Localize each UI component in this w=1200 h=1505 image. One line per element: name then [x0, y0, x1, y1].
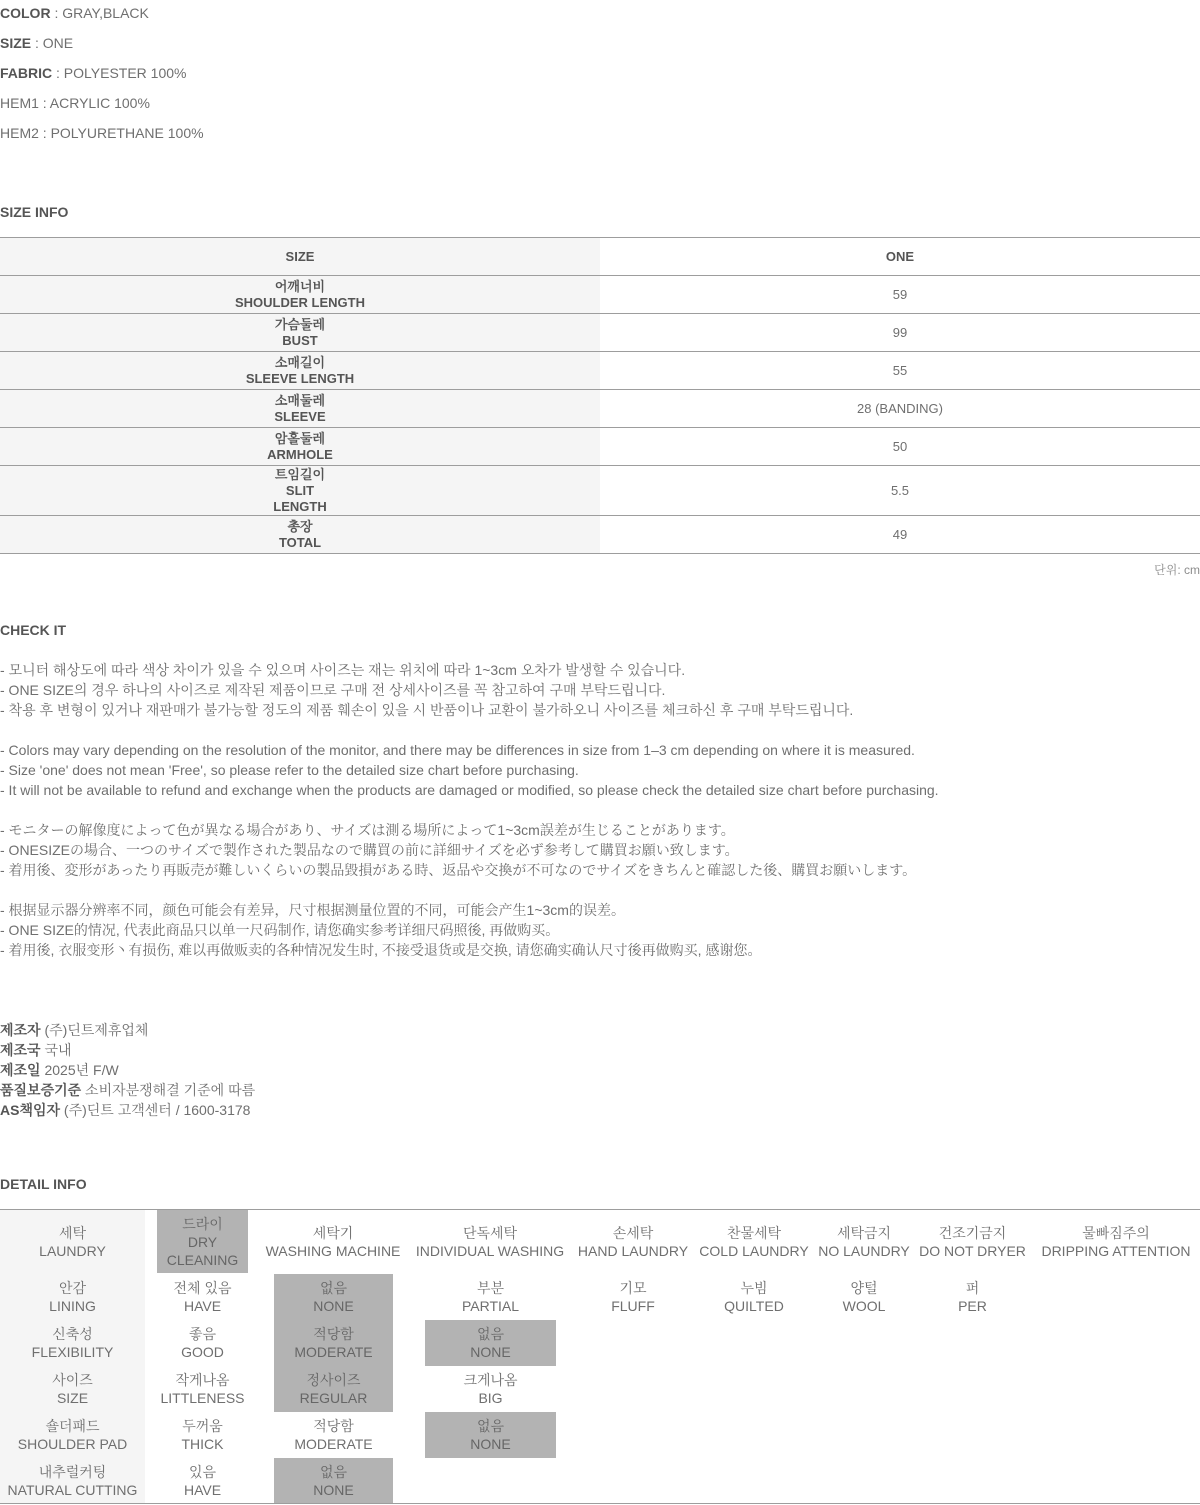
maker-date: 제조일 2025년 F/W [0, 1062, 119, 1078]
table-row [0, 466, 1200, 516]
laundry-option-dripping-attention: 물빠짐주의 DRIPPING ATTENTION [1041, 1224, 1191, 1259]
laundry-option-dry-cleaning: 드라이 DRY CLEANING [157, 1210, 248, 1273]
size-table-header [0, 238, 1200, 276]
laundry-option-no-laundry: 세탁금지 NO LAUNDRY [818, 1224, 910, 1259]
maker-as: AS책임자 (주)딘트 고객센터 / 1600-3178 [0, 1102, 251, 1118]
size-table-header-label: SIZE [0, 238, 600, 276]
size-table-header-value: ONE [600, 238, 1200, 276]
table-row [0, 428, 1200, 466]
note-line: - ONE SIZE의 경우 하나의 사이즈로 제작된 제품이므로 구매 전 상세사이즈를 꼭 참고하여 구매 부탁드립니다. [0, 682, 666, 698]
laundry-option-do-not-dryer: 건조기금지 DO NOT DRYER [919, 1224, 1026, 1259]
detail-row-label-flexibility: 신축성 FLEXIBILITY [31, 1326, 114, 1360]
detail-row-label-shoulder-pad: 숄더패드 SHOULDER PAD [17, 1418, 128, 1452]
size-row-label: 소매길이 SLEEVE LENGTH [0, 352, 600, 390]
size-row-label: 암홀둘레 ARMHOLE [0, 428, 600, 466]
spec-color: COLOR : GRAY,BLACK [0, 5, 149, 21]
detail-row-label-size: 사이즈 SIZE [52, 1372, 93, 1406]
table-row [0, 516, 1200, 554]
note-line: - It will not be available to refund and exchange when the products are damaged or modified, so please check the detailed size chart before purchasing. [0, 782, 939, 798]
maker-manufacturer: 제조자 (주)딘트제휴업체 [0, 1022, 149, 1038]
table-row [0, 390, 1200, 428]
size-row-value: 28 (BANDING) [600, 390, 1200, 428]
spec-fabric: FABRIC : POLYESTER 100% [0, 65, 187, 81]
spec-size: SIZE : ONE [0, 35, 74, 51]
size-row-value: 49 [600, 516, 1200, 554]
detail-row-label-laundry: 세탁 LAUNDRY [39, 1224, 106, 1259]
maker-info [0, 1022, 255, 1122]
divider [0, 1503, 1200, 1504]
note-line: - Size 'one' does not mean 'Free', so please refer to the detailed size chart before purchasing. [0, 762, 579, 778]
product-spec [0, 6, 204, 156]
spec-hem2: HEM2 : POLYURETHANE 100% [0, 125, 204, 141]
table-row [0, 314, 1200, 352]
size-info-heading: SIZE INFO [0, 204, 69, 220]
size-row-label: 어깨너비 SHOULDER LENGTH [0, 276, 600, 314]
table-row [0, 352, 1200, 390]
size-row-value: 55 [600, 352, 1200, 390]
size-option-regular: 정사이즈 REGULAR [274, 1366, 393, 1412]
lining-option-have: 전체 있음 HAVE [173, 1280, 232, 1314]
size-option-littleness: 작게나옴 LITTLENESS [160, 1372, 245, 1406]
size-row-label: 총장 TOTAL [0, 516, 600, 554]
size-option-big: 크게나옴 BIG [463, 1372, 518, 1406]
maker-country: 제조국 국내 [0, 1042, 72, 1058]
detail-info-heading: DETAIL INFO [0, 1176, 87, 1192]
spec-hem1: HEM1 : ACRYLIC 100% [0, 95, 150, 111]
flexibility-option-none: 없음 NONE [425, 1320, 556, 1366]
size-table [0, 237, 1200, 554]
shoulder-pad-option-none: 없음 NONE [425, 1412, 556, 1458]
note-line: - 着用後, 衣服变形丶有损伤, 难以再做贩卖的各种情况发生时, 不接受退货或是交换, 请您确实确认尺寸後再做购买, 感谢您。 [0, 942, 762, 958]
lining-option-fluff: 기모 FLUFF [611, 1280, 655, 1314]
note-line: - モニターの解像度によって色が異なる場合があり、サイズは測る場所によって1~3cm誤差が生じることがあります。 [0, 822, 735, 838]
note-line: - ONESIZEの場合、一つのサイズで製作された製品なので購買の前に詳細サイズを必ず参考して購買お願い致します。 [0, 842, 739, 858]
note-line: - 着用後、変形があったり再販売が難しいくらいの製品毀損がある時、返品や交換が不可なのでサイズをきちんと確認した後、購買お願いします。 [0, 862, 917, 878]
size-row-label: 트임길이 SLIT LENGTH [0, 466, 600, 516]
note-line: - ONE SIZE的情况, 代表此商品只以单一尺码制作, 请您确实参考详细尺码照後, 再做购买。 [0, 922, 560, 938]
size-row-value: 59 [600, 276, 1200, 314]
size-row-label: 소매둘레 SLEEVE [0, 390, 600, 428]
table-row [0, 276, 1200, 314]
lining-option-wool: 양털 WOOL [842, 1280, 886, 1314]
lining-option-none: 없음 NONE [274, 1274, 393, 1320]
size-row-value: 5.5 [600, 466, 1200, 516]
note-line: - 根据显示器分辨率不同，颜色可能会有差异，尺寸根据测量位置的不同，可能会产生1~3cm的误差。 [0, 902, 625, 918]
flexibility-option-good: 좋음 GOOD [181, 1326, 224, 1360]
note-line: - Colors may vary depending on the resolution of the monitor, and there may be differences in size from 1–3 cm depending on where it is measured. [0, 742, 915, 758]
flexibility-option-moderate: 적당함 MODERATE [274, 1320, 393, 1366]
lining-option-partial: 부분 PARTIAL [461, 1280, 520, 1314]
natural-cutting-option-have: 있음 HAVE [183, 1463, 222, 1498]
maker-warranty: 품질보증기준 소비자분쟁해결 기준에 따름 [0, 1082, 256, 1098]
detail-row-label-natural-cutting: 내추럴커팅 NATURAL CUTTING [7, 1463, 138, 1498]
check-it-heading: CHECK IT [0, 622, 67, 638]
unit-label: 단위: cm [1154, 563, 1200, 577]
size-row-value: 99 [600, 314, 1200, 352]
size-row-label: 가슴둘레 BUST [0, 314, 600, 352]
note-line: - 착용 후 변형이 있거나 재판매가 불가능할 정도의 제품 훼손이 있을 시 반품이나 교환이 불가하오니 사이즈를 체크하신 후 구매 부탁드립니다. [0, 702, 854, 718]
lining-option-per: 퍼 PER [958, 1280, 987, 1314]
size-row-value: 50 [600, 428, 1200, 466]
detail-row-label-lining: 안감 LINING [49, 1280, 96, 1314]
natural-cutting-option-none: 없음 NONE [274, 1458, 393, 1503]
note-line: - 모니터 해상도에 따라 색상 차이가 있을 수 있으며 사이즈는 재는 위치에 따라 1~3cm 오차가 발생할 수 있습니다. [0, 662, 686, 678]
laundry-option-washing-machine: 세탁기 WASHING MACHINE [265, 1224, 401, 1259]
shoulder-pad-option-thick: 두꺼움 THICK [181, 1418, 224, 1452]
laundry-option-individual-washing: 단독세탁 INDIVIDUAL WASHING [415, 1224, 565, 1259]
shoulder-pad-option-moderate: 적당함 MODERATE [294, 1418, 373, 1452]
laundry-option-cold-laundry: 찬물세탁 COLD LAUNDRY [699, 1224, 809, 1259]
check-it-notes [0, 663, 939, 963]
laundry-option-hand-laundry: 손세탁 HAND LAUNDRY [577, 1224, 689, 1259]
lining-option-quilted: 누빔 QUILTED [724, 1280, 784, 1314]
